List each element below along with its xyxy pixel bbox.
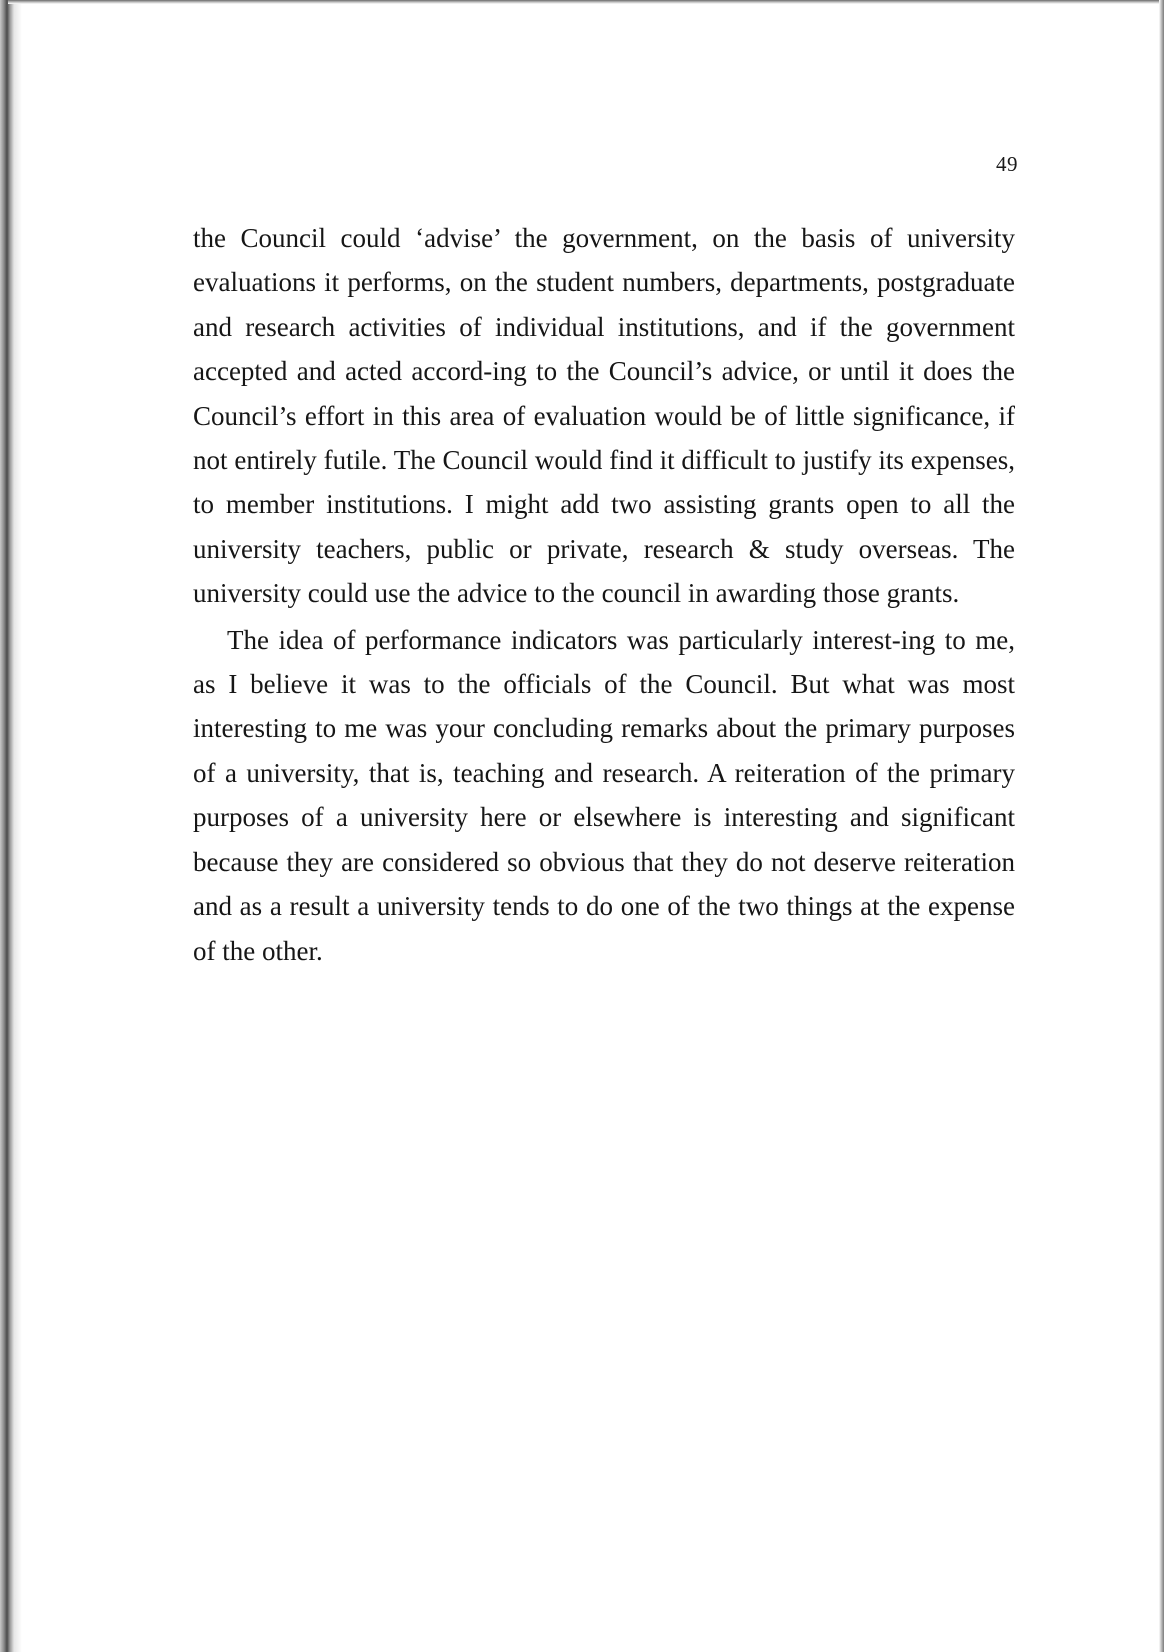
paragraph-1: the Council could ‘advise’ the government, on the basis of university evaluations it performs, on the student numbers, departments, postgraduate and research activities of individual institutions, and if the government accepted and acted accord-ing to the Council’s advice, or until it does the Council’s effort in this area of evaluation would be of little significance, if not entirely futile. The Council would find it difficult to justify its expenses, to member institutions. I might add two assisting grants open to all the university teachers, public or private, research & study overseas. The university could use the advice to the council in awarding those grants. bbox=[193, 223, 1015, 609]
page-number: 49 bbox=[996, 152, 1018, 176]
paragraph-2: The idea of performance indicators was particularly interest-ing to me, as I believe it was to the officials of the Council. But what was most interesting to me was your concluding remarks about the primary purposes of a university, that is, teaching and research. A reiteration of the primary purposes of a university here or elsewhere is interesting and significant because they are considered so obvious that they do not deserve reiteration and as a result a university tends to do one of the two things at the expense of the other. bbox=[193, 624, 1015, 966]
page-right-edge bbox=[1159, 0, 1164, 1652]
body-text bbox=[193, 216, 1015, 973]
page-top-edge bbox=[8, 0, 1164, 4]
page-spine-edge bbox=[0, 0, 22, 1652]
